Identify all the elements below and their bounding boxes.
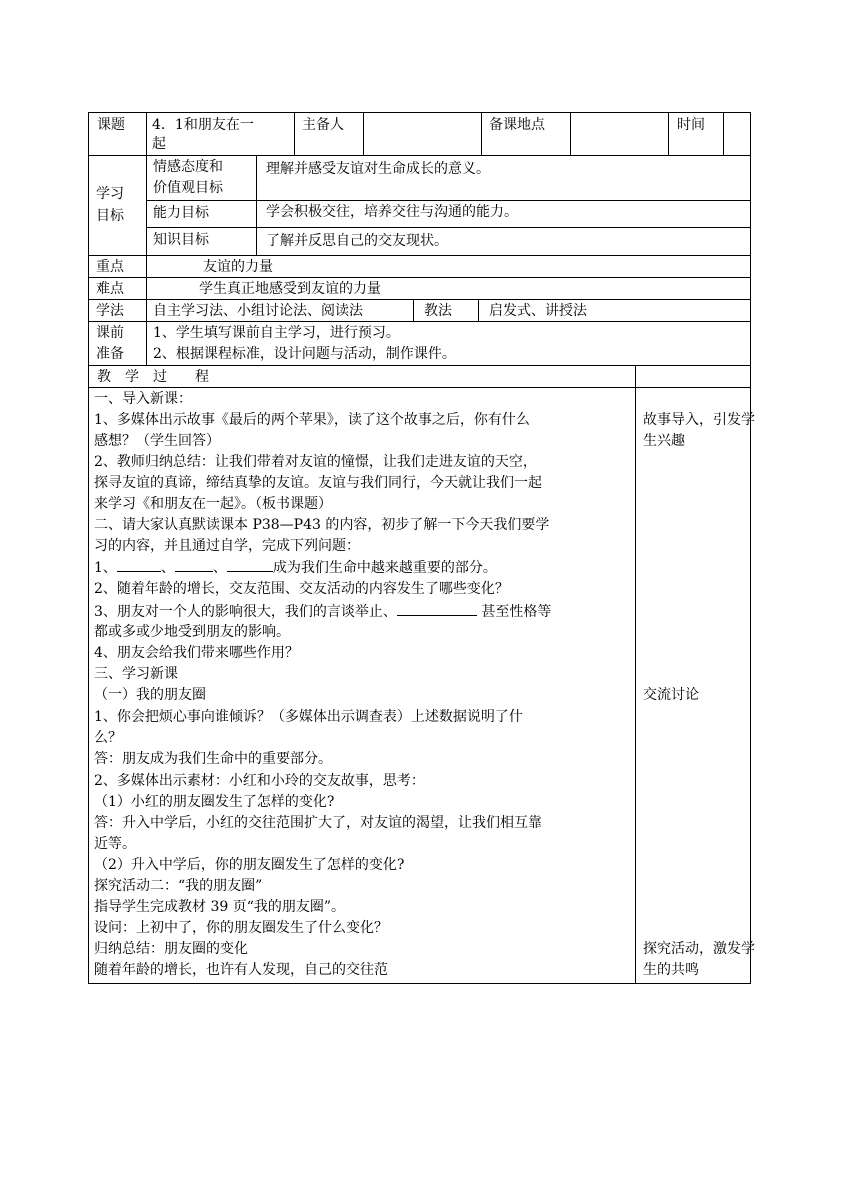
process-line: 3、朋友对一个人的影响很大，我们的言谈举止、: [94, 604, 397, 620]
process-line: 随着年龄的增长，也许有人发现，自己的交往范: [94, 962, 388, 978]
preclass-label-line-2: 准备: [96, 346, 124, 362]
objective-emotion-label-line-1: 情感态度和: [153, 159, 223, 175]
objectives-label-line-1: 学习: [96, 186, 124, 202]
process-line: 4、朋友会给我们带来哪些作用？: [94, 645, 299, 661]
table-line: [88, 255, 751, 256]
table-line: [88, 112, 89, 984]
table-line: [478, 299, 479, 321]
fill-blank[interactable]: [175, 557, 213, 572]
table-line: [146, 227, 751, 228]
process-line: 么？: [94, 730, 122, 746]
process-line: （1）小红的朋友圈发生了怎样的变化?: [94, 794, 335, 810]
fill-blank[interactable]: [397, 601, 477, 616]
table-line: [146, 255, 147, 365]
fill-blank[interactable]: [227, 557, 273, 572]
objective-ability-label: 能力目标: [153, 205, 209, 221]
study-method-label: 学法: [96, 303, 124, 319]
table-line: [88, 155, 751, 156]
preclass-line-2: 2、根据课程标准，设计问题与活动，制作课件。: [153, 346, 456, 362]
table-line: [88, 983, 751, 984]
process-line: 来学习《和朋友在一起》。（板书课题）: [94, 496, 332, 512]
table-line: [750, 112, 751, 984]
difficulty-label: 难点: [96, 281, 124, 297]
process-line: 2、多媒体出示素材：小红和小玲的交友故事，思考：: [94, 773, 425, 789]
process-line: 答：朋友成为我们生命中的重要部分。: [94, 751, 332, 767]
process-line: 2、随着年龄的增长，交友范围、交友活动的内容发生了哪些变化？: [94, 581, 509, 597]
table-line: [88, 299, 751, 300]
table-line: [481, 112, 482, 155]
note-story-intro-line-1: 故事导入，引发学: [643, 412, 755, 428]
difficulty-text: 学生真正地感受到友谊的力量: [199, 281, 381, 297]
note-activity-line-2: 生的共鸣: [643, 962, 699, 978]
table-line: [88, 277, 751, 278]
table-line: [294, 112, 295, 155]
table-line: [88, 112, 751, 113]
objective-emotion-label-line-2: 价值观目标: [153, 180, 223, 196]
preclass-line-1: 1、学生填写课前自主学习，进行预习。: [153, 325, 400, 341]
table-line: [413, 299, 414, 321]
table-line: [88, 365, 751, 366]
key-point-label: 重点: [96, 259, 124, 275]
time-label: 时间: [677, 117, 705, 133]
fill-in-question-3: [94, 601, 551, 623]
process-line: 一、导入新课：: [94, 391, 192, 407]
location-label: 备课地点: [489, 117, 545, 133]
preclass-label-line-1: 课前: [96, 325, 124, 341]
process-line: 三、学习新课: [94, 666, 178, 682]
table-line: [146, 200, 751, 201]
process-line: 答：升入中学后，小红的交往范围扩大了，对友谊的渴望，让我们相互靠: [94, 815, 542, 831]
table-line: [570, 112, 571, 155]
topic-value-line-1: 4．1和朋友在一: [152, 117, 254, 133]
table-line: [723, 112, 724, 155]
process-line: 1、多媒体出示故事《最后的两个苹果》，读了这个故事之后，你有什么: [94, 412, 530, 428]
table-line: [668, 112, 669, 155]
process-line: （一）我的朋友圈: [94, 687, 206, 703]
process-line: 二、请大家认真默读课本 P38—P43 的内容，初步了解一下今天我们要学: [94, 517, 550, 533]
table-line: [256, 155, 257, 255]
process-line: （2）升入中学后，你的朋友圈发生了怎样的变化?: [94, 857, 405, 873]
teach-method-label: 教法: [424, 303, 452, 319]
objective-knowledge-label: 知识目标: [153, 232, 209, 248]
objective-knowledge-text: 了解并反思自己的交友现状。: [266, 233, 448, 249]
table-line: [635, 365, 636, 983]
objective-ability-text: 学会积极交往，培养交往与沟通的能力。: [266, 204, 518, 220]
fill-in-tail: 甚至性格等: [481, 604, 552, 620]
note-story-intro-line-2: 生兴趣: [643, 433, 685, 449]
teach-method-text: 启发式、讲授法: [489, 303, 587, 319]
table-line: [363, 112, 364, 155]
blank-separator: 、: [212, 560, 227, 576]
study-method-text: 自主学习法、小组讨论法、阅读法: [153, 303, 363, 319]
process-line: 探寻友谊的真谛，缔结真挚的友谊。友谊与我们同行，今天就让我们一起: [94, 475, 542, 491]
key-point-text: 友谊的力量: [203, 259, 273, 275]
objective-emotion-text: 理解并感受友谊对生命成长的意义。: [266, 161, 490, 177]
process-line: 都或多或少地受到朋友的影响。: [94, 624, 290, 640]
topic-value-line-2: 起: [152, 136, 166, 152]
process-title: 教 学 过 程: [97, 369, 209, 385]
note-discussion: 交流讨论: [643, 687, 699, 703]
process-line: 指导学生完成教材 39 页“我的朋友圈”。: [94, 899, 346, 915]
process-line: 归纳总结：朋友圈的变化: [94, 941, 248, 957]
process-line: 习的内容，并且通过自学，完成下列问题：: [94, 538, 360, 554]
fill-blank[interactable]: [117, 557, 161, 572]
process-line: 感想？（学生回答）: [94, 433, 220, 449]
blank-separator: 、: [160, 560, 175, 576]
note-activity-line-1: 探究活动，激发学: [643, 941, 755, 957]
process-line: 设问：上初中了，你的朋友圈发生了什么变化？: [94, 920, 388, 936]
fill-in-question-1: [94, 557, 497, 579]
objectives-label-line-2: 目标: [96, 208, 124, 224]
preparer-label: 主备人: [302, 117, 344, 133]
topic-label: 课题: [97, 117, 125, 133]
process-line: 2、教师归纳总结：让我们带着对友谊的憧憬，让我们走进友谊的天空，: [94, 454, 537, 470]
fill-in-tail: 成为我们生命中越来越重要的部分。: [272, 560, 497, 576]
process-line: 近等。: [94, 836, 136, 852]
table-line: [146, 112, 147, 155]
table-line: [146, 155, 147, 255]
process-line: 1、你会把烦心事向谁倾诉？（多媒体出示调查表）上述数据说明了什: [94, 709, 523, 725]
process-line: 1、: [94, 560, 117, 576]
process-line: 探究活动二：“我的朋友圈”: [94, 878, 263, 894]
